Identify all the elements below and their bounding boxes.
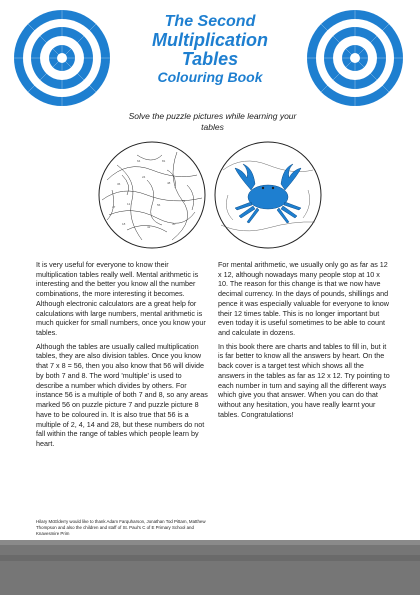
svg-text:56: 56 [157, 203, 161, 207]
svg-text:12: 12 [127, 202, 131, 206]
svg-text:27: 27 [112, 205, 116, 209]
title-line-3: Tables [181, 49, 239, 69]
paragraph: In this book there are charts and tables to fill in, but it is far better to know all the answers by heart. On the back cover is a target test which shows all the answers in the tables as far as 12 x 12. Try pointing to each number in turn and saying all the different ways which give you that answer. When you can do that without any hesitation, you have really learnt your tables. Congratulations! [218, 341, 390, 419]
text-column-left [36, 260, 208, 453]
text-column-right [218, 260, 390, 424]
paragraph: For mental arithmetic, we usually only go as far as 12 x 12, although nowadays many people stop at 10 x 10. The reason for this change is that we now have decimal currency. In the days of pounds, shillings and pence it was especially valuable for everyone to know their 12 times table. This is no longer important but even today it is useful sometimes to be able to count and calculate in dozens. [218, 260, 389, 338]
puzzle-picture-uncoloured [97, 140, 207, 250]
paragraph: Although the tables are usually called multiplication tables, they are also division tables. Once you know that 7 x 8 = 56, then you also know that 56 will divide by both 7 and 8. The word 'multiple' is used to describe a number which divides by others. For instance 56 is a multiple of both 7 and 8, so any areas marked 56 on puzzle picture 7 and puzzle picture 8 have to be coloured in. It is also true that 56 is a multiple of 2, 4, 14 and 28, but these numbers do not fall within the range of tables which people learn by heart. [36, 341, 208, 448]
footer-band [0, 545, 420, 595]
right-target-image [305, 8, 405, 108]
svg-text:64: 64 [137, 159, 141, 163]
svg-text:24: 24 [142, 175, 146, 179]
footer-band-strip [0, 555, 420, 561]
title-line-1: The Second [164, 13, 256, 30]
subtitle: Solve the puzzle pictures while learning your tables [128, 111, 297, 132]
title-line-4: Colouring Book [157, 69, 263, 85]
svg-text:30: 30 [172, 222, 176, 226]
paragraph: It is very useful for everyone to know their multiplication tables really well. Mental arithmetic is interesting and the better you know all the number combinations, the more interesting it becomes. Although electronic calculators are a great help for calculations with large numbers, mental arithmetic is much quicker for small numbers, once you know your tables. [36, 260, 206, 338]
svg-text:42: 42 [147, 225, 151, 229]
svg-text:48: 48 [167, 181, 171, 185]
puzzle-picture-crab [213, 140, 323, 250]
svg-text:36: 36 [117, 182, 121, 186]
svg-text:81: 81 [162, 159, 166, 163]
svg-text:72: 72 [182, 199, 186, 203]
book-title [120, 14, 300, 84]
left-target-image [12, 8, 112, 108]
acknowledgement-text: Hilary McElderry would like to thank Adam Farquharson, Jonathan Tod Pittam, Matthew Thompson and also the children and staff of St. Paul's C of E Primary School and Knavesmire Prim [36, 519, 206, 536]
svg-text:18: 18 [122, 222, 126, 226]
title-line-2: Multiplication [152, 30, 268, 50]
